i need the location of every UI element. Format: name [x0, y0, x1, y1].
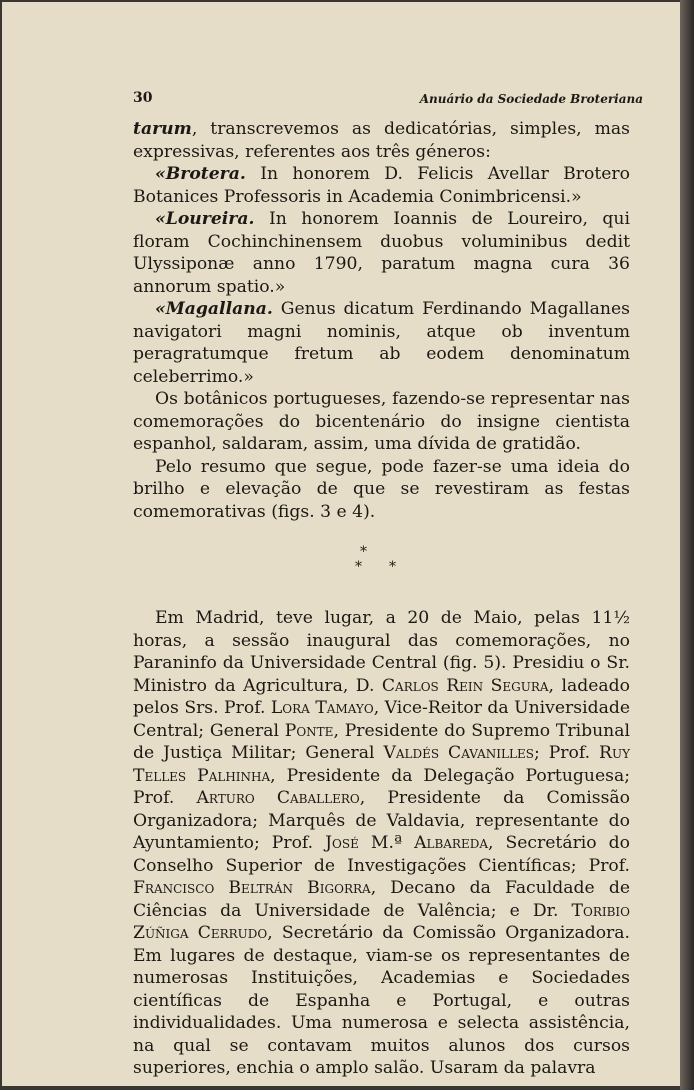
dedication-loureira: [133, 208, 630, 298]
paragraph-text: , transcrevemos as dedicatórias, simples, mas expressivas, referentes aos três géneros:: [133, 119, 630, 162]
genus-name: «Magallana.: [155, 299, 273, 319]
section-separator: [133, 531, 630, 593]
person-name: José M.ª Albareda: [325, 833, 489, 853]
text: Em Madrid, teve lugar, a 20 de Maio, pelas 11½ horas, a sessão inaugural das comemorações, no Paraninfo da Universidade Central (fig. 5). Presidiu o Sr. Ministro da Agricultura, D.: [133, 608, 630, 696]
person-name: Francisco Beltrán Bigorra: [133, 878, 371, 898]
book-spine-edge: [680, 0, 694, 1090]
asterisk: *: [389, 559, 396, 575]
person-name: Carlos Rein Segura: [381, 675, 549, 696]
page-header: [133, 90, 643, 110]
body-text: [133, 118, 630, 1080]
genus-name: «Brotera.: [155, 164, 246, 184]
text: , Decano da Faculdade de Ciências da Universidade de Valência; e Dr.: [133, 878, 630, 921]
italic-word: tarum: [133, 119, 192, 139]
paragraph-botanicos: Os botânicos portugueses, fazendo-se representar nas comemorações do bicentenário do insigne cientista espanhol, saldaram, assim, uma dívida de gratidão.: [133, 389, 630, 454]
page-number: 30: [133, 90, 153, 106]
person-name: Lora Tamayo: [270, 698, 374, 718]
text: , Secretário do Conselho Superior de Investigações Científicas; Prof.: [133, 833, 630, 876]
text: , Presidente da Comissão Organizadora; Marquês de Valdavia, representante do Ayuntamiento; Prof.: [133, 788, 630, 853]
paragraph-resumo: Pelo resumo que segue, pode fazer-se uma ideia do brilho e elevação de que se revestiram as festas comemorativas (figs. 3 e 4).: [133, 456, 630, 522]
text: ; Prof.: [533, 743, 600, 763]
dedication-text: Genus dicatum Ferdinando Magallanes navigatori magni nominis, atque ob inventum peragratumque fretum ab eodem denominatum celeberrimo.»: [133, 299, 630, 387]
running-title: Anuário da Sociedade Broteriana: [419, 92, 643, 106]
person-name: Arturo Caballero: [196, 788, 360, 808]
text: , Vice-Reitor da Universidade Central; General: [133, 698, 631, 741]
text: , ladeado pelos Srs. Prof.: [133, 675, 630, 718]
paragraph-madrid: [133, 607, 630, 1080]
text: , Presidente da Delegação Portuguesa; Prof.: [133, 765, 631, 808]
dedication-brotera: [133, 163, 630, 208]
person-name: Ruy Telles Palhinha: [133, 743, 630, 786]
genus-name: «Loureira.: [155, 209, 255, 229]
asterisk: *: [360, 544, 367, 560]
text: , Presidente do Supremo Tribunal de Justiça Militar; General: [133, 720, 630, 763]
person-name: Valdés Cavanilles: [383, 743, 534, 763]
asterisk: *: [355, 559, 362, 575]
dedication-magallana: [133, 298, 630, 388]
book-page: [2, 2, 680, 1086]
paragraph-continuation: [133, 118, 630, 163]
person-name: Ponte: [284, 720, 334, 741]
dedication-text: In honorem Ioannis de Loureiro, qui floram Cochinchinensem duobus voluminibus dedit Ulyssiponæ anno 1790, paratum magna cura 36 annorum spatio.»: [133, 209, 630, 297]
text: , Secretário da Comissão Organizadora. Em lugares de destaque, viam-se os representantes de numerosas Instituições, Academias e Sociedades científicas de Espanha e Portugal, e outras individualidades. Uma numerosa e selecta assistência, na qual se contavam muitos alunos dos cursos superiores, enchia o amplo salão. Usaram da palavra: [133, 923, 630, 1078]
person-name: Toribio Zúñiga Cerrudo: [133, 900, 630, 943]
dedication-text: In honorem D. Felicis Avellar Brotero Botanices Professoris in Academia Conimbricensi.»: [133, 164, 630, 207]
